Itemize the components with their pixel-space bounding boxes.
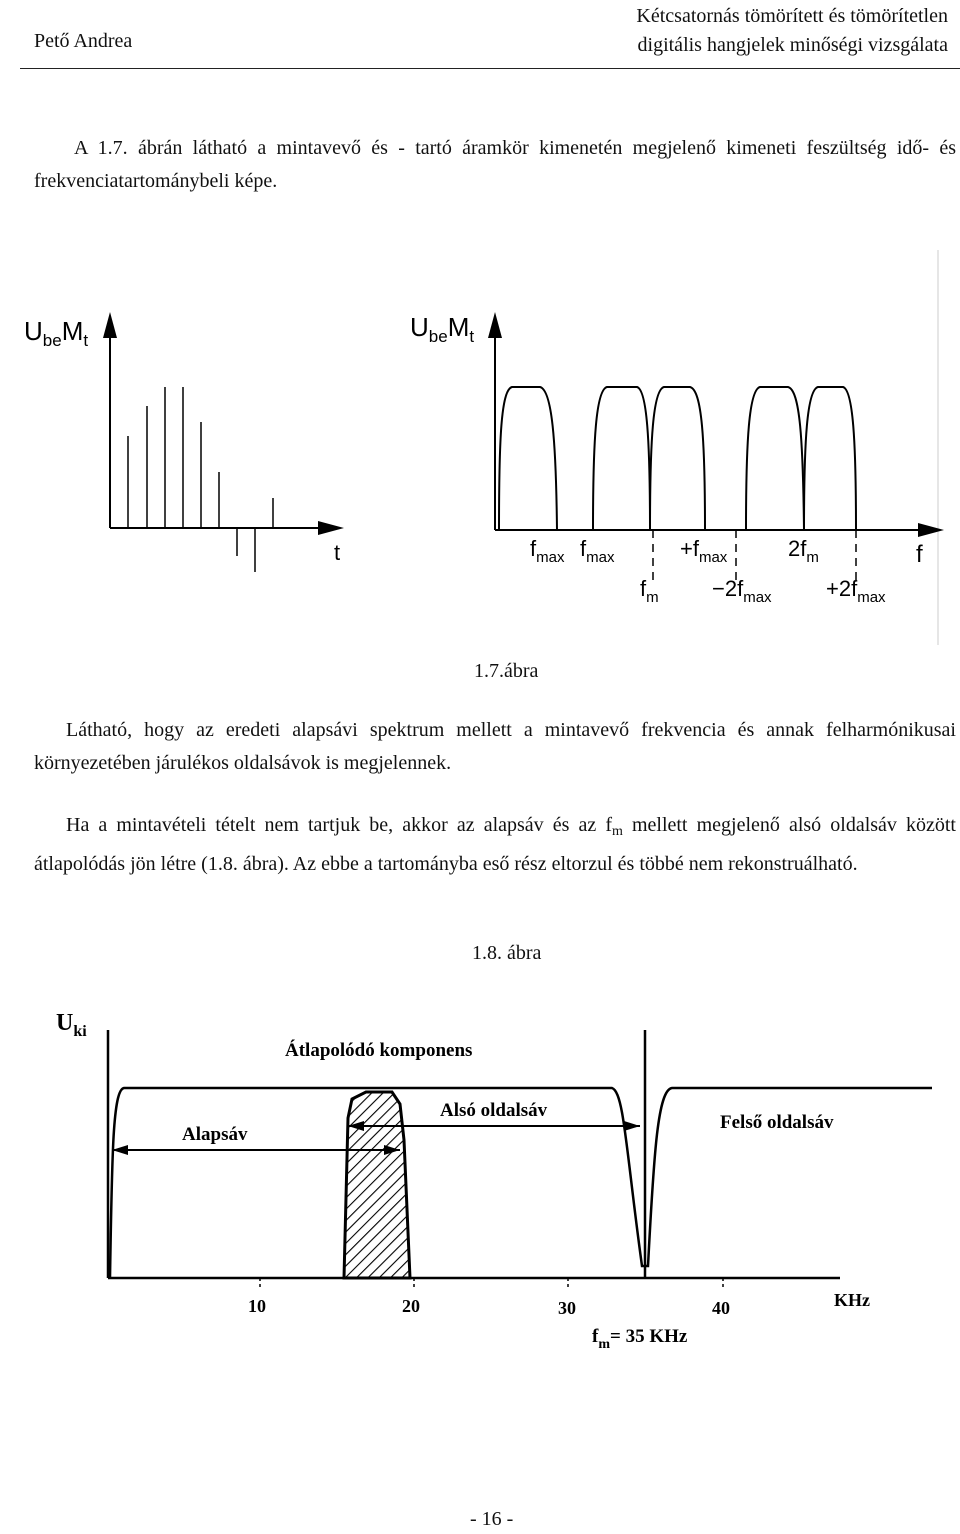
sideband-spectrum [593,387,650,530]
header-title-line1: Kétcsatornás tömörített és tömörítetlen [636,5,948,27]
lower-sideband-arrowhead-right [624,1121,640,1131]
figure-1-7-caption: 1.7.ábra [474,660,539,682]
paragraph-sidebands: Látható, hogy az eredeti alapsávi spektrum mellett a mintavevő frekvencia és annak felharmónikusai környezetében járulékos oldalsávok is megjelennek. [34,719,956,774]
time-x-arrow [318,521,344,535]
spectrum-plot [108,1030,932,1290]
paragraph-intro: A 1.7. ábrán látható a mintavevő és - tartó áramkör kimenetén megjelenő kimeneti feszültség idő- és frekvenciatartománybeli képe. [34,137,956,192]
freq-x-label: f [916,541,923,568]
freq-y-label: $U_{be}M_t$ [410,312,475,346]
page-number: - 16 - [470,1508,514,1530]
time-y-label: $U_{be}M_t$ [24,316,89,350]
baseband-spectrum [499,387,557,530]
figure-1-7 [0,250,960,650]
tick-label: $+2f_{max}$ [826,576,886,606]
time-y-arrow [103,312,117,338]
lower-sideband-label: Alsó oldalsáv [440,1100,548,1121]
header-rule [20,68,960,69]
header-title-line2: digitális hangjelek minőségi vizsgálata [637,34,948,56]
figure-1-8 [0,1000,960,1360]
sideband-spectrum [650,387,705,530]
baseband-arrowhead-left [112,1145,128,1155]
figure-1-8-caption: 1.8. ábra [472,942,542,964]
time-x-label: t [334,540,341,565]
upper-sideband-label: Felső oldalsáv [720,1112,834,1133]
uki-label: $U_{ki}$ [56,1010,87,1040]
freq-tick-labels [530,536,886,606]
time-domain-plot [103,312,344,572]
tick-label: $f_{max}$ [580,536,615,566]
tick-label: $+f_{max}$ [680,536,728,566]
header-author: Pető Andrea [34,30,133,52]
x-unit-label: KHz [834,1290,870,1310]
header-title [636,2,948,60]
sideband-spectrum [746,387,804,530]
tick-label: $2f_m$ [788,536,819,566]
freq-y-arrow [488,312,502,338]
baseband-label: Alapsáv [182,1124,248,1145]
x-tick-label: 10 [248,1296,266,1316]
x-tick-label: 30 [558,1298,576,1318]
x-tick-label: 40 [712,1298,730,1318]
tick-label: $f_{max}$ [530,536,565,566]
freq-x-arrow [918,523,944,537]
tick-label: $-2f_{max}$ [712,576,772,606]
paragraph-aliasing: Ha a mintavételi tételt nem tartjuk be, akkor az alapsáv és az $f_m$ mellett megjelenő alsó oldalsáv között átlapolódás jön létre (1.8. ábra). Az ebbe a tartományba eső rész eltorzul és többé nem rekonstruálható. [34,814,956,875]
x-tick-label: 20 [402,1296,420,1316]
overlap-label: Átlapolódó komponens [285,1040,473,1061]
sideband-spectrum [804,387,856,530]
frequency-domain-plot [488,312,944,580]
fm-label: $f_m= 35$ KHz [592,1326,688,1352]
overlap-region [344,1092,410,1278]
tick-label: $f_m$ [640,576,659,606]
